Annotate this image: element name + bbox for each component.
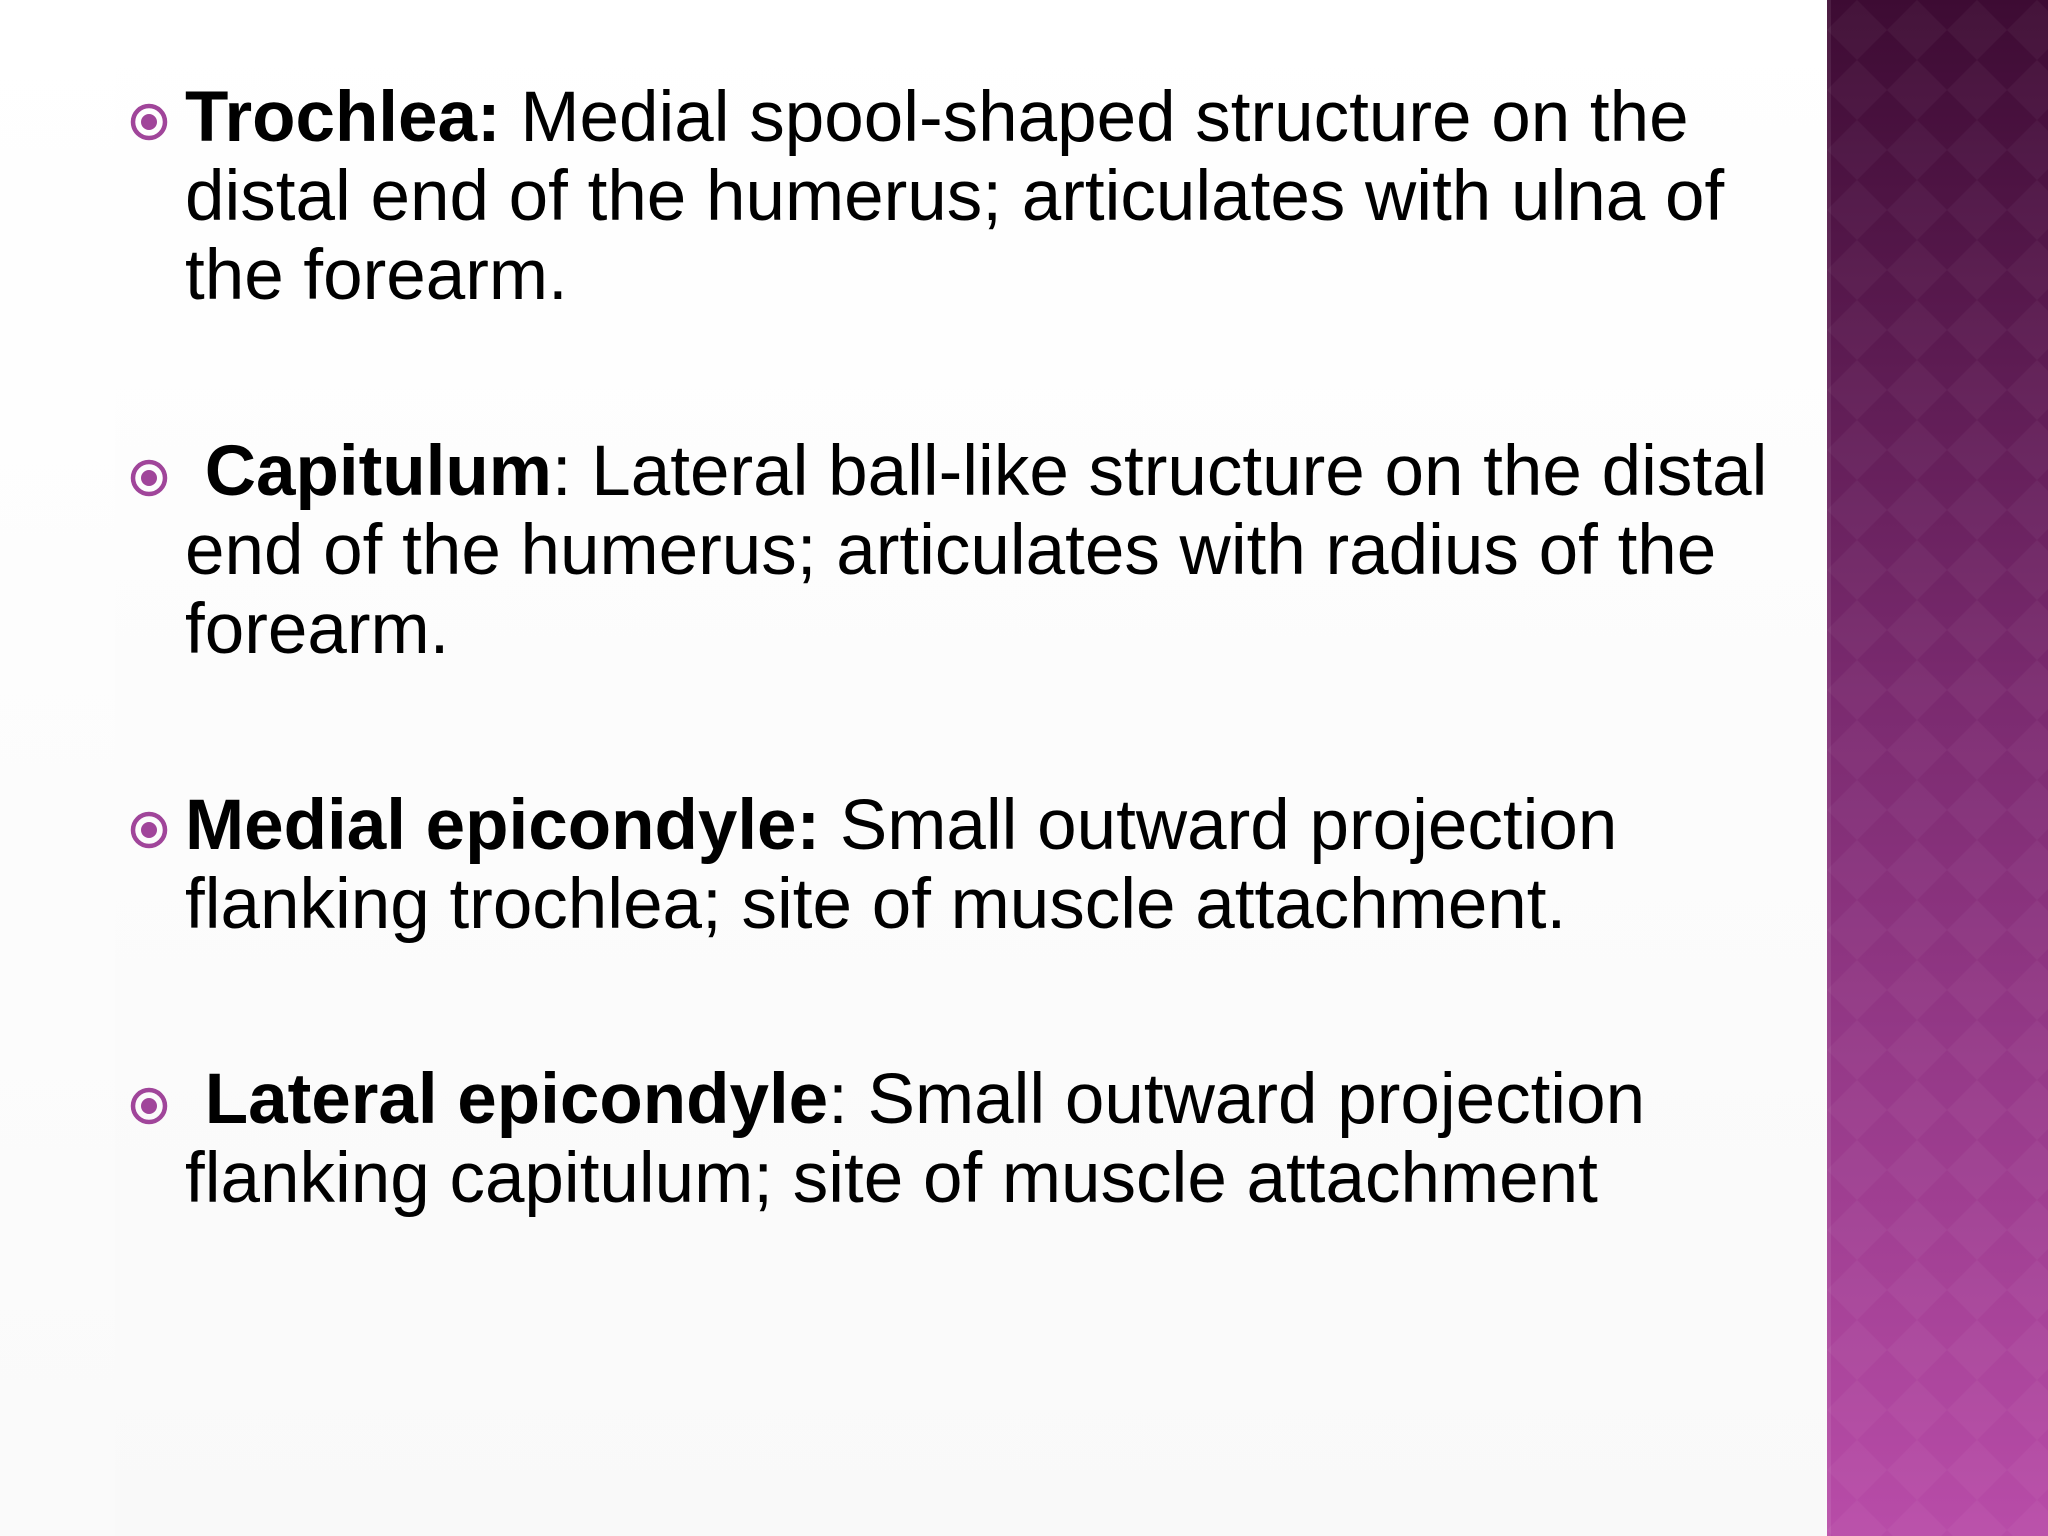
bullet-text — [185, 786, 1775, 944]
bullet-text — [185, 1060, 1775, 1218]
decorative-side-band — [1827, 0, 2048, 1536]
bullet-term: Medial epicondyle: — [185, 786, 821, 865]
bullet-description: : Lateral ball-like structure on the distal end of the humerus; articulates with radius of the forearm. — [185, 432, 1788, 669]
circled-dot-bullet-icon — [127, 100, 171, 144]
bullet-description: Small outward projection flanking trochlea; site of muscle attachment. — [185, 786, 1638, 944]
bullet-term: Capitulum — [185, 432, 552, 511]
circled-dot-bullet-icon — [127, 808, 171, 852]
bullet-term: Lateral epicondyle — [185, 1060, 829, 1139]
bullet-term: Trochlea: — [185, 78, 501, 157]
bullet-description: : Small outward projection flanking capitulum; site of muscle attachment — [185, 1060, 1665, 1218]
circled-dot-bullet-icon — [127, 1084, 171, 1128]
bullet-text — [185, 432, 1788, 669]
bullet-description: Medial spool-shaped structure on the distal end of the humerus; articulates with ulna of the forearm. — [185, 78, 1744, 315]
bullet-text — [185, 78, 1775, 315]
circled-dot-bullet-icon — [127, 456, 171, 500]
